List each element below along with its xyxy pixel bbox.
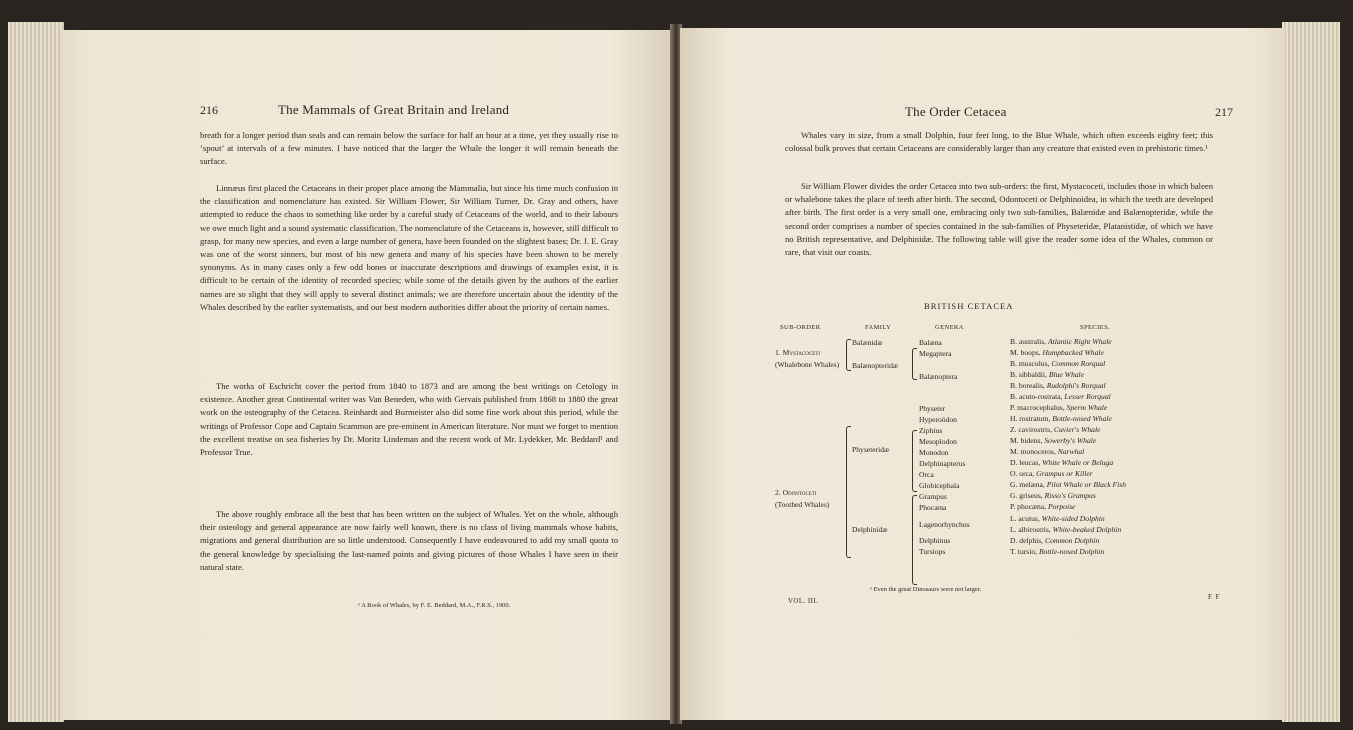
species-row bbox=[1010, 337, 1112, 346]
genus-row: Delphinapterus bbox=[919, 459, 966, 468]
species-common: Sperm Whale bbox=[1066, 403, 1108, 412]
left-paragraph-4: The above roughly embrace all the best that has been written on the subject of Whales. Yet on the whole, although their osteology and general appearance are now fairly well known, there is no class of living mammals whose habits, migrations and general distribution are so little understood. Consequently I have endeavoured to add my small quota to the general knowledge by specialising the last-named points and giving pictures of those Whales I have seen in their natural state. bbox=[200, 509, 618, 572]
family-delphinidae: Delphinidæ bbox=[852, 525, 888, 534]
species-common: Blue Whale bbox=[1048, 370, 1085, 379]
species-row bbox=[1010, 348, 1104, 357]
genus-row: Mesoplodon bbox=[919, 437, 957, 446]
left-page-number: 216 bbox=[200, 103, 218, 117]
species-row bbox=[1010, 436, 1096, 445]
suborder-mystacoceti: 1. Mystacoceti bbox=[775, 348, 821, 357]
right-paragraph-2: Sir William Flower divides the order Cetacea into two sub-orders: the first, Mystacoceti, includes those in which baleen or whalebone takes the place of teeth after birth. The second, Odontoceti or Delphinoidea, in which the teeth are developed after birth. The first order is a very small one, embracing only two sub-families, Balænidæ and Balænopteridæ, while the second order comprises a number of species contained in the sub-families of Physeteridæ, Platanistidæ, of which we have no British representative, and Delphinidæ. The following table will give the reader some idea of the Whales, common or rare, that visit our coasts. bbox=[785, 181, 1213, 258]
genus-row: Orca bbox=[919, 470, 934, 479]
species-common: Rudolphi's Rorqual bbox=[1046, 381, 1106, 390]
header-sub-order: SUB-ORDER bbox=[780, 324, 821, 331]
species-common: Porpoise bbox=[1047, 502, 1076, 511]
species-latin: B. sibbaldii, bbox=[1010, 370, 1047, 379]
species-latin: G. melæna, bbox=[1010, 480, 1045, 489]
species-latin: Z. cavirostris, bbox=[1010, 425, 1052, 434]
left-paragraph-1: breath for a longer period than seals and can remain below the surface for half an hour at a time, yet they usually rise to ‘spout’ at intervals of a few minutes. I have noticed that the larger the Whale the longer it will remain beneath the surface. bbox=[200, 130, 618, 167]
genus-row: Grampus bbox=[919, 492, 947, 501]
table-title: BRITISH CETACEA bbox=[924, 301, 1014, 311]
genus-row: Lagenorhynchus bbox=[919, 520, 970, 529]
species-latin: H. rostratum, bbox=[1010, 414, 1051, 423]
genus-row: Phocæna bbox=[919, 503, 947, 512]
genus-row: Monodon bbox=[919, 448, 949, 457]
suborder-odontoceti: 2. Odontoceti bbox=[775, 488, 817, 497]
species-common: White-sided Dolphin bbox=[1041, 514, 1105, 523]
species-row bbox=[1010, 480, 1126, 489]
species-common: Common Dolphin bbox=[1045, 536, 1100, 545]
species-latin: B. australis, bbox=[1010, 337, 1047, 346]
family-balaenopteridae: Balænopteridæ bbox=[852, 361, 898, 370]
species-row bbox=[1010, 514, 1105, 523]
species-latin: L. albirostris, bbox=[1010, 525, 1051, 534]
genus-row: Tursiops bbox=[919, 547, 946, 556]
left-page bbox=[60, 30, 672, 720]
species-latin: M. boops, bbox=[1010, 348, 1041, 357]
species-row bbox=[1010, 359, 1105, 368]
right-footnote: ¹ Even the great Dinosaurs were not larger. bbox=[870, 586, 982, 593]
species-common: White Whale or Beluga bbox=[1042, 458, 1114, 467]
species-row bbox=[1010, 414, 1112, 423]
species-common: Atlantic Right Whale bbox=[1047, 337, 1112, 346]
family-physeteridae: Physeteridæ bbox=[852, 445, 890, 454]
species-latin: B. musculus, bbox=[1010, 359, 1050, 368]
species-row bbox=[1010, 381, 1106, 390]
genus-row: Globicephala bbox=[919, 481, 960, 490]
species-row bbox=[1010, 502, 1075, 511]
species-common: Narwhal bbox=[1057, 447, 1085, 456]
species-common: Sowerby's Whale bbox=[1044, 436, 1097, 445]
genus-row: Physeter bbox=[919, 404, 946, 413]
species-latin: T. tursio, bbox=[1010, 547, 1038, 556]
brace-delphinidae bbox=[912, 495, 917, 585]
left-running-head: The Mammals of Great Britain and Ireland bbox=[278, 102, 510, 117]
left-paragraph-2: Linnæus first placed the Cetaceans in their proper place among the Mammalia, but since his time much confusion in the classification and nomenclature has existed. Sir William Flower, Sir William Turner, Dr. Gray and others, have attempted to reduce the chaos to something like order by a careful study of Cetaceans of the world, and to their labours we owe much light and a sound systematic classification. The nomenclature of the Cetaceans is, however, still difficult to grasp, for many new species, and even a large number of genera, have been founded on the slightest bases; Dr. J. E. Gray was one of the worst sinners, but most of his new genera and many of his species have been shown to be merely synonyms. As in many cases only a few odd bones or inaccurate descriptions and drawings of examples exist, it is difficult to be certain of the identity of recorded species; while some of the details given by the authors of the earlier names are so slight that they will apply to several distinct animals; we are therefore uncertain about the identity of the Whales described by the earlier systematists, and our best modern authorities differ about the priority of certain names. bbox=[200, 183, 618, 312]
species-row bbox=[1010, 525, 1121, 534]
species-row bbox=[1010, 458, 1113, 467]
species-common: Pilot Whale or Black Fish bbox=[1046, 480, 1127, 489]
header-family: FAMILY bbox=[865, 324, 892, 331]
species-common: Common Rorqual bbox=[1051, 359, 1106, 368]
species-common: White-beaked Dolphin bbox=[1052, 525, 1122, 534]
species-row bbox=[1010, 370, 1084, 379]
species-latin: L. acutus, bbox=[1010, 514, 1040, 523]
right-paragraph-1: Whales vary in size, from a small Dolphin, four feet long, to the Blue Whale, which often exceeds eighty feet; this colossal bulk proves that certain Cetaceans are considerably larger than any creature that existed even in prehistoric times.¹ bbox=[785, 130, 1213, 154]
species-row bbox=[1010, 491, 1096, 500]
species-common: Bottle-nosed Dolphin bbox=[1038, 547, 1105, 556]
species-latin: D. delphis, bbox=[1010, 536, 1044, 545]
species-common: Cuvier's Whale bbox=[1053, 425, 1101, 434]
species-row bbox=[1010, 425, 1100, 434]
species-latin: P. macrocephalus, bbox=[1010, 403, 1065, 412]
species-common: Humpbacked Whale bbox=[1042, 348, 1104, 357]
species-latin: G. griseus, bbox=[1010, 491, 1043, 500]
brace-balaenopteridae bbox=[912, 348, 917, 380]
species-common: Lesser Rorqual bbox=[1064, 392, 1111, 401]
species-row bbox=[1010, 536, 1099, 545]
species-latin: P. phocæna, bbox=[1010, 502, 1047, 511]
brace-physeteridae bbox=[912, 430, 917, 492]
suborder-mystacoceti-common: (Whalebone Whales) bbox=[775, 360, 840, 369]
genus-row: Delphinus bbox=[919, 536, 951, 545]
genus-row: Hyperoödon bbox=[919, 415, 957, 424]
genus-row: Balænoptera bbox=[919, 372, 958, 381]
species-latin: B. borealis, bbox=[1010, 381, 1045, 390]
left-footnote: ¹ A Book of Whales, by F. E. Beddard, M.A., F.R.S., 1900. bbox=[358, 602, 511, 609]
right-page-number: 217 bbox=[1215, 105, 1233, 119]
genus-row: Balæna bbox=[919, 338, 942, 347]
genus-row: Megaptera bbox=[919, 349, 952, 358]
left-paragraph-3: The works of Eschricht cover the period from 1840 to 1873 and are among the best writings on Cetology in existence. Another great Continental writer was Van Beneden, who with Gervais published from 1868 to 1880 the great work on the osteography of the Cetacea. Reinhardt and Burmeister also did some fine work about this period, while the writings of Professor Cope and Captain Scammon are pre-eminent in American literature. Nor must we forget to mention the excellent treatise on sea fisheries by Dr. Moritz Lindeman and the recent work of Mr. Lydekker, Mr. Beddard¹ and Professor True. bbox=[200, 381, 618, 458]
right-page-edges bbox=[1282, 22, 1340, 722]
species-latin: B. acuto-rostrata, bbox=[1010, 392, 1063, 401]
species-common: Grampus or Killer bbox=[1036, 469, 1093, 478]
header-species: SPECIES. bbox=[1080, 324, 1111, 331]
volume-signature: VOL. III. bbox=[788, 598, 819, 605]
species-latin: O. orca, bbox=[1010, 469, 1035, 478]
header-genera: GENERA bbox=[935, 324, 964, 331]
species-row bbox=[1010, 547, 1104, 556]
species-row bbox=[1010, 469, 1093, 478]
right-page bbox=[680, 28, 1285, 720]
family-balaenidae: Balænidæ bbox=[852, 338, 883, 347]
genus-row: Ziphius bbox=[919, 426, 943, 435]
species-common: Bottle-nosed Whale bbox=[1052, 414, 1112, 423]
left-page-edges bbox=[8, 22, 64, 722]
species-row bbox=[1010, 392, 1111, 401]
species-latin: M. bidens, bbox=[1010, 436, 1043, 445]
species-latin: D. leucas, bbox=[1010, 458, 1041, 467]
right-running-head: The Order Cetacea bbox=[905, 104, 1007, 119]
brace-odontoceti bbox=[846, 426, 851, 558]
sheet-signature: F F bbox=[1208, 593, 1221, 601]
species-row bbox=[1010, 403, 1107, 412]
brace-mystacoceti bbox=[846, 339, 851, 371]
species-row bbox=[1010, 447, 1084, 456]
species-latin: M. monoceros, bbox=[1010, 447, 1056, 456]
suborder-odontoceti-common: (Toothed Whales) bbox=[775, 500, 830, 509]
species-common: Risso's Grampus bbox=[1044, 491, 1096, 500]
